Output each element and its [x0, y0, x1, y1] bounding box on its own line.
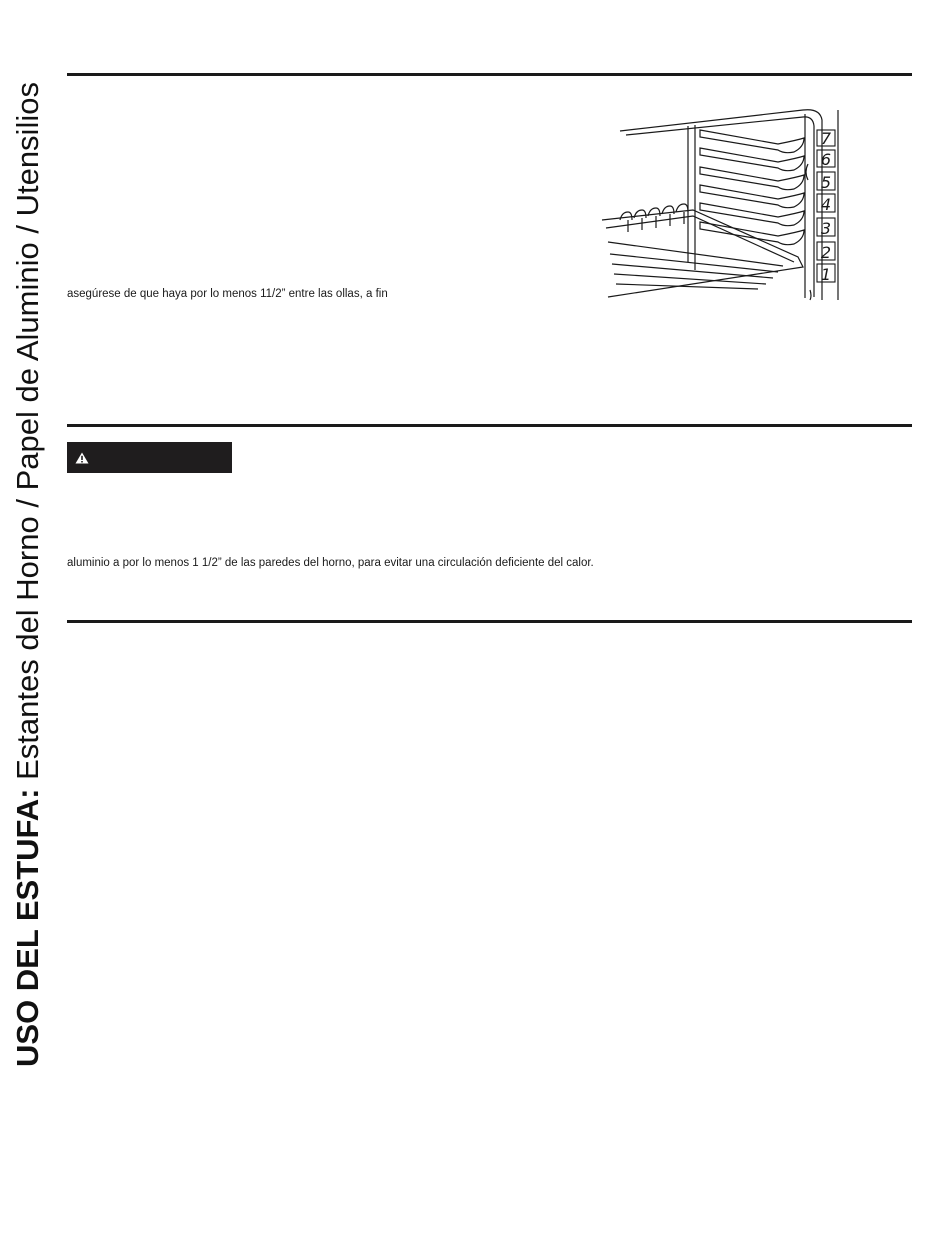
rack-position-5: 5 [820, 173, 832, 192]
oven-rack-wires [602, 204, 803, 297]
page-side-title [12, 82, 43, 1067]
rack-position-4: 4 [820, 195, 832, 214]
rack-position-1: 1 [820, 265, 832, 284]
rack-position-3: 3 [820, 219, 832, 238]
rack-position-7: 7 [820, 129, 832, 148]
warning-triangle-icon [75, 452, 89, 464]
rack-position-6: 6 [820, 150, 832, 169]
section-divider-bottom [67, 620, 912, 623]
oven-cavity-top-outline [620, 110, 822, 300]
foil-placement-text: aluminio a por lo menos 1 1/2” de las paredes del horno, para evitar una circulación deficiente del calor. [67, 557, 594, 569]
rack-spacing-text: asegúrese de que haya por lo menos 11/2” entre las ollas, a fin [67, 288, 388, 300]
warning-label-bar [67, 442, 232, 473]
section-divider-top [67, 73, 912, 76]
section-divider-middle [67, 424, 912, 427]
rack-stop-mark-lower [810, 290, 811, 300]
section-subheading: Estantes del Horno / Papel de Aluminio / Utensilios [10, 82, 45, 789]
rack-stop-mark [806, 164, 808, 180]
oven-rack-diagram [598, 102, 843, 304]
rack-support-rails [700, 130, 804, 245]
section-heading: USO DEL ESTUFA: [10, 788, 45, 1067]
rack-position-2: 2 [820, 243, 832, 262]
